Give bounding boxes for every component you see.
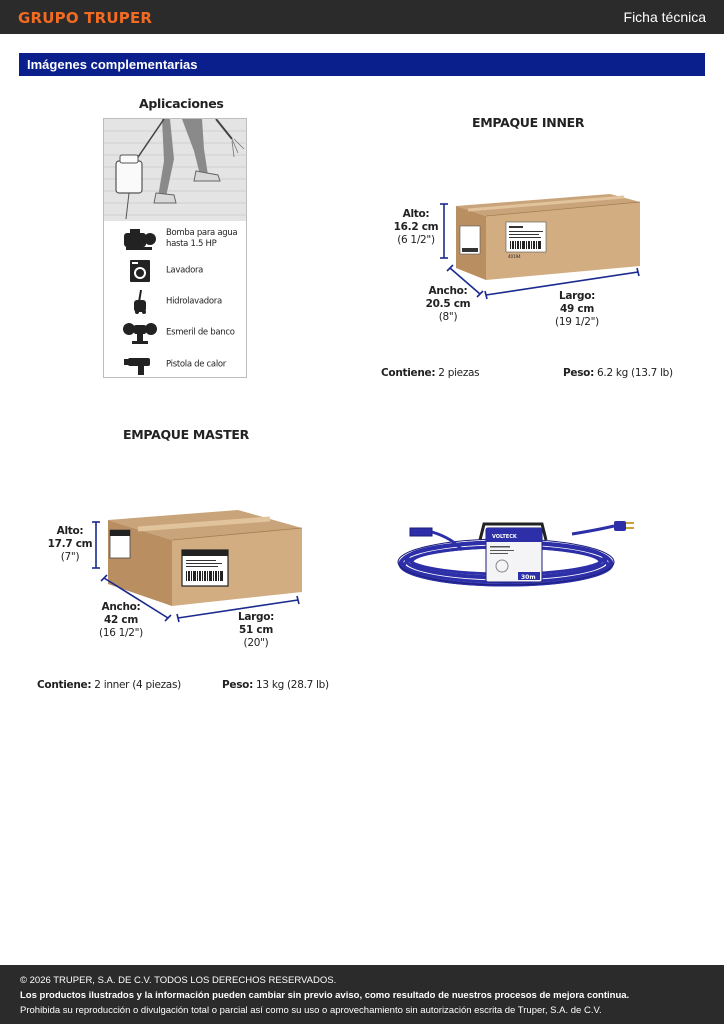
contents-value: 2 piezas — [438, 367, 480, 379]
inner-largo-label — [548, 290, 606, 329]
top-bar — [0, 0, 724, 34]
dimension-cm: 51 cm — [239, 624, 273, 636]
master-weight — [222, 679, 329, 691]
inner-box-code: 40194 — [508, 254, 521, 259]
bench-grinder-icon — [122, 321, 158, 345]
dimension-cm: 20.5 cm — [425, 298, 471, 310]
contents-value: 2 inner (4 piezas) — [94, 679, 181, 691]
weight-value: 13 kg (28.7 lb) — [256, 679, 329, 691]
cord-brand-label: VOLTECK — [492, 534, 517, 540]
application-item-bench-grinder — [104, 317, 246, 349]
master-alto-label — [46, 525, 94, 564]
section-header — [19, 53, 705, 76]
application-item-water-pump — [104, 223, 246, 255]
footer-notice: Los productos ilustrados y la información pueden cambiar sin previo aviso, como resultado de nuestros procesos de mejora continua. — [20, 990, 630, 1001]
application-label: Hidrolavadora — [166, 296, 222, 307]
dimension-in: (8") — [438, 311, 458, 323]
contents-label: Contiene: — [381, 367, 436, 379]
contents-label: Contiene: — [37, 679, 92, 691]
dimension-in: (19 1/2") — [555, 316, 599, 328]
application-label: Pistola de calor — [166, 359, 227, 370]
inner-contents — [381, 367, 479, 379]
application-label-line2: hasta 1.5 HP — [166, 239, 217, 249]
pressure-washer-icon — [122, 290, 158, 314]
dimension-cm: 42 cm — [104, 614, 138, 626]
inner-package-title: EMPAQUE INNER — [472, 115, 585, 130]
master-ancho-label — [94, 601, 148, 640]
applications-title: Aplicaciones — [139, 96, 224, 111]
inner-alto-label — [392, 208, 440, 247]
application-label: Esmeril de banco — [166, 327, 235, 338]
document-type-label: Ficha técnica — [623, 9, 706, 25]
cord-length-label: 30m — [521, 574, 536, 581]
master-package-title: EMPAQUE MASTER — [123, 427, 249, 442]
footer-prohibition: Prohibida su reproducción o divulgación total o parcial así como su uso o aprovechamiento sin autorización escrita de Truper, S.A. de C.V. — [20, 1005, 602, 1016]
applications-panel — [103, 118, 247, 378]
dimension-in: (20") — [243, 637, 269, 649]
dimension-label: Alto: — [56, 525, 84, 537]
water-pump-icon — [122, 227, 158, 251]
heat-gun-icon — [122, 353, 158, 377]
dimension-cm: 16.2 cm — [393, 221, 439, 233]
footer-copyright: © 2026 TRUPER, S.A. DE C.V. TODOS LOS DERECHOS RESERVADOS. — [20, 975, 337, 986]
weight-label: Peso: — [222, 679, 253, 691]
master-contents — [37, 679, 181, 691]
footer — [0, 965, 724, 1024]
weight-value: 6.2 kg (13.7 lb) — [597, 367, 673, 379]
application-label: Lavadora — [166, 265, 204, 276]
inner-weight — [563, 367, 673, 379]
application-item-pressure-washer — [104, 286, 246, 318]
applications-illustration — [104, 119, 246, 221]
application-label: Bomba para agua — [166, 228, 238, 238]
master-largo-label — [230, 611, 282, 650]
dimension-label: Alto: — [402, 208, 430, 220]
dimension-label: Largo: — [558, 290, 596, 302]
dimension-in: (16 1/2") — [99, 627, 143, 639]
truper-logo: GRUPO TRUPER — [18, 9, 153, 27]
dimension-in: (7") — [60, 551, 80, 563]
application-item-washing-machine — [104, 255, 246, 287]
extension-cord-image — [392, 512, 642, 592]
washing-machine-icon — [122, 259, 158, 283]
dimension-in: (6 1/2") — [397, 234, 435, 246]
application-item-heat-gun — [104, 349, 246, 381]
dimension-label: Largo: — [237, 611, 275, 623]
inner-ancho-label — [423, 285, 473, 324]
weight-label: Peso: — [563, 367, 594, 379]
dimension-cm: 17.7 cm — [47, 538, 93, 550]
dimension-label: Ancho: — [428, 285, 468, 297]
dimension-cm: 49 cm — [560, 303, 594, 315]
dimension-label: Ancho: — [101, 601, 141, 613]
section-title: Imágenes complementarias — [27, 57, 198, 72]
